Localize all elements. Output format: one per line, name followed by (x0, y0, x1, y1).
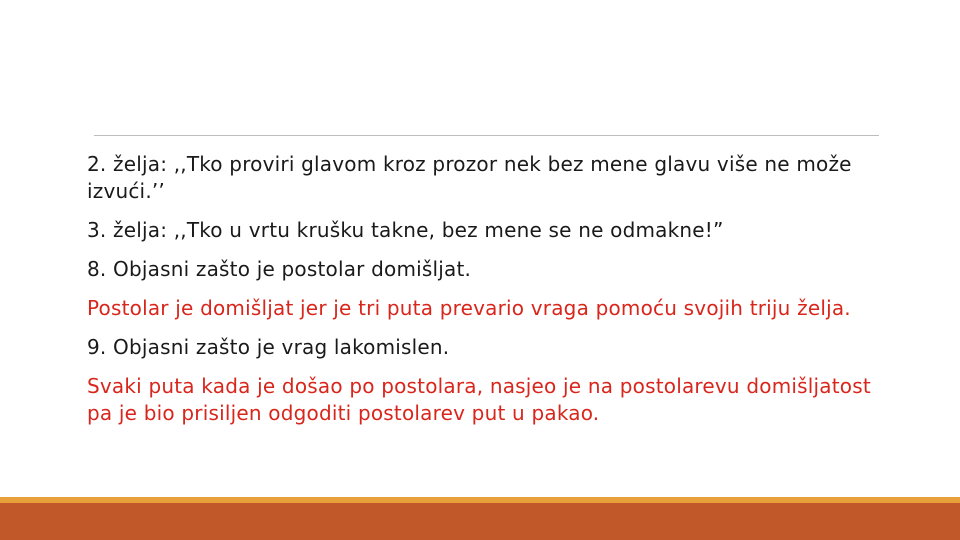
question-9: 9. Objasni zašto je vrag lakomislen. (87, 335, 450, 359)
answer-9: Svaki puta kada je došao po postolara, nasjeo je na postolarevu domišljatost pa je bio prisiljen odgoditi postolarev put u pakao. (87, 374, 871, 425)
title-divider (94, 135, 879, 136)
question-8: 8. Objasni zašto je postolar domišljat. (87, 257, 472, 281)
question-wish-2: 2. želja: ,,Tko proviri glavom kroz prozor nek bez mene glavu više ne može izvući.’’ (87, 152, 852, 203)
answer-8: Postolar je domišljat jer je tri puta prevario vraga pomoću svojih triju želja. (87, 296, 851, 320)
question-wish-3: 3. želja: ,,Tko u vrtu krušku takne, bez mene se ne odmakne!” (87, 218, 724, 242)
slide-content (87, 151, 887, 439)
footer-bar (0, 503, 960, 540)
